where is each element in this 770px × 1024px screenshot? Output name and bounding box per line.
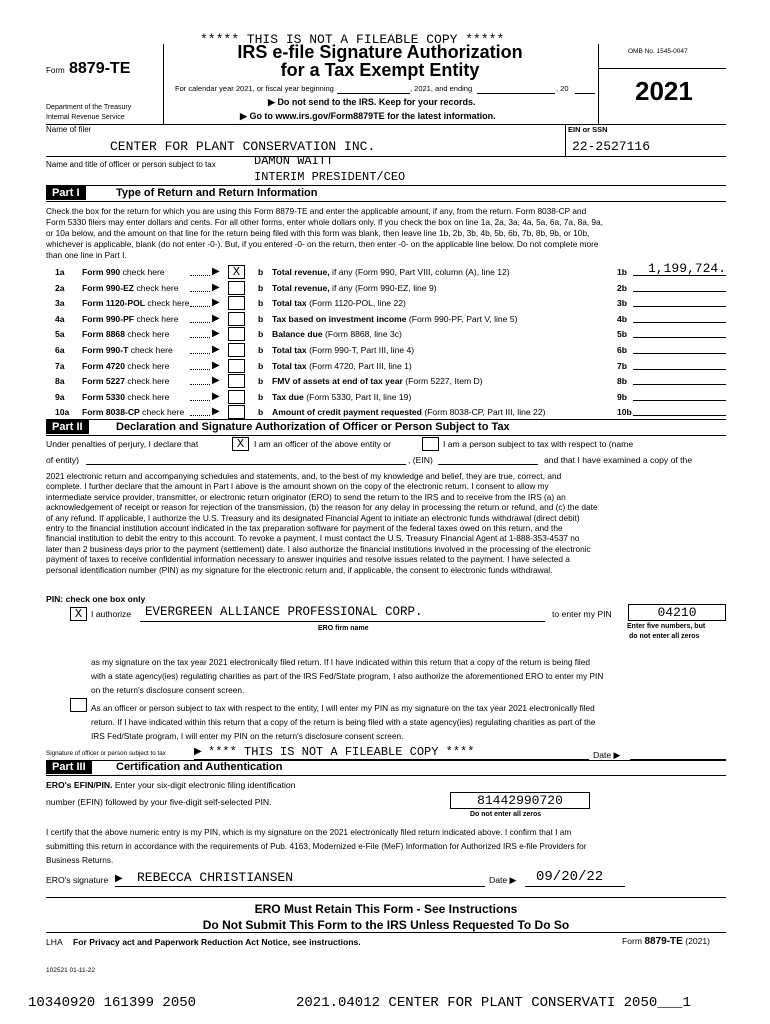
form-name: Form 1120-POL (82, 298, 146, 309)
form-check-label (82, 267, 165, 277)
declaration-line: complete. I further declare that the amount in Part I above is the amount shown on the copy of the electronic return. I consent to allow my (46, 481, 549, 492)
retain-notice: ERO Must Retain This Form - See Instructions (254, 902, 518, 916)
amount-field[interactable] (633, 388, 726, 401)
officer-checkbox[interactable]: X (232, 437, 249, 451)
amount-field[interactable] (633, 357, 726, 370)
penalty-pre: Under penalties of perjury, I declare that (46, 439, 199, 449)
form-checkbox[interactable] (228, 296, 245, 310)
to-enter-pin-text: to enter my PIN (552, 609, 612, 619)
line-b-number: 5b (617, 329, 628, 340)
declaration-line: financial institution to debit the entry to this account. To revoke a payment, I must contact the U.S. Treasury Financial Agent at 1-888-353-4537 no (46, 533, 580, 544)
pin-heading: PIN: check one box only (46, 594, 146, 604)
part3-title: Certification and Authentication (116, 761, 283, 773)
fiscal-end-year-field[interactable] (575, 93, 595, 94)
line-b-letter: b (258, 345, 264, 355)
line-b-number: 1b (617, 267, 628, 277)
description-bold: Total revenue, (272, 282, 330, 293)
form-word: Form (46, 66, 65, 75)
declaration-line: 2021 electronic return and accompanying schedules and statements, and, to the best of my knowledge and belief, they are true, correct, and (46, 471, 562, 481)
description-bold: Total tax (272, 298, 307, 309)
line-b-letter: b (258, 298, 264, 309)
pin-note2: do not enter all zeros (629, 633, 700, 640)
amount-field[interactable]: 1,199,724. (633, 263, 726, 276)
triangle-right-icon: ▶ (115, 873, 123, 884)
form-name: Form 990-T (82, 345, 129, 355)
description-bold: Tax due (272, 391, 304, 402)
description-bold: Balance due (272, 329, 323, 340)
declaration-line: entry to the financial institution account indicated in the tax preparation software for payment of the federal taxes owed on this return, and the (46, 523, 563, 533)
certification-line: submitting this return in accordance with the requirements of Pub. 4163, Modernized e-File (MeF) Information for Authorized IRS e-file Providers for (46, 841, 587, 851)
part3-label: Part III (46, 760, 92, 774)
leader-dots (190, 384, 210, 385)
triangle-right-icon: ▶ (212, 266, 220, 277)
line-b-description (272, 407, 545, 417)
goto-notice (240, 111, 496, 122)
leader-dots (190, 306, 210, 307)
triangle-right-icon: ▶ (212, 312, 220, 324)
officer-pin-field[interactable]: 04210 (628, 604, 726, 621)
form-check-label (82, 314, 179, 324)
description-text: (Form 990-PF, Part V, line 5) (406, 313, 518, 324)
form-checkbox[interactable] (228, 312, 245, 326)
triangle-right-icon: ▶ (240, 111, 247, 121)
form-title-line2: for a Tax Exempt Entity (280, 60, 480, 80)
amount-field[interactable] (633, 325, 726, 338)
line-number: 3a (55, 298, 65, 309)
efin-line2: number (EFIN) followed by your five-digit self-selected PIN. (46, 797, 272, 807)
check-here-text: check here (125, 391, 170, 402)
ero-auth-line: on the return's disclosure consent screen. (91, 685, 245, 695)
leader-dots (190, 415, 210, 416)
amount-field[interactable] (633, 294, 726, 307)
declaration-line: intermediate service provider, transmitter, or electronic return originator (ERO) to send the return to the IRS and to receive from the IRS (a) an (46, 491, 566, 502)
line-b-letter: b (258, 267, 264, 277)
officer-signature[interactable]: **** THIS IS NOT A FILEABLE COPY **** (208, 745, 475, 759)
batch-right: 2021.04012 CENTER FOR PLANT CONSERVATI 2050___1 (296, 995, 691, 1011)
form-name: Form 4720 (82, 360, 125, 371)
ero-firm-name[interactable]: EVERGREEN ALLIANCE PROFESSIONAL CORP. (145, 605, 423, 619)
check-here-text: check here (145, 298, 190, 309)
leader-dots (190, 337, 210, 338)
certification-line: I certify that the above numeric entry is my PIN, which is my signature on the 2021 electronically filed return indicated above. I confirm that I am (46, 827, 572, 837)
form-code: 102521 01-11-22 (46, 967, 96, 974)
description-bold: Total tax (272, 345, 307, 355)
form-checkbox[interactable] (228, 343, 245, 357)
line-number: 10a (55, 407, 70, 418)
dept-treasury: Department of the Treasury (46, 104, 132, 111)
ero-date[interactable]: 09/20/22 (536, 869, 604, 885)
part1-label: Part I (46, 186, 86, 200)
line-b-description (272, 314, 517, 324)
description-text: (Form 5330, Part II, line 19) (303, 391, 412, 402)
form-check-label (82, 345, 173, 355)
form-name: Form 5330 (82, 391, 125, 402)
form-check-label (82, 407, 184, 417)
description-bold: Amount of credit payment requested (272, 407, 422, 418)
check-here-text: check here (134, 313, 179, 324)
line-b-description (272, 298, 406, 308)
check-here-text: check here (125, 329, 170, 340)
check-here-text: check here (125, 360, 170, 371)
ero-firm-label: ERO firm name (318, 625, 369, 632)
officer-pin-line: IRS Fed/State program, I will enter my PIN on the return's disclosure consent screen. (91, 731, 404, 741)
line-b-number: 9b (617, 391, 628, 402)
part1-intro-l2: Form 5330 filers may enter dollars and cents. For all other forms, enter whole dollars only. If you check the box on line 1a, 2a, 3a, 4a, 5a, 6a, 7a, 8a, 9a, (46, 217, 603, 227)
declaration-line: later than 2 business days prior to the payment (settlement) date. I also authorize the financial institutions involved in the processing of the electronic (46, 543, 591, 554)
description-bold: Tax based on investment income (272, 313, 407, 324)
check-here-text: check here (125, 376, 170, 387)
amount-field[interactable] (633, 341, 726, 354)
line-b-number: 4b (617, 313, 628, 324)
form-name: Form 5227 (82, 376, 125, 387)
part1-intro-l5: than one line in Part I. (46, 250, 127, 260)
description-text: (Form 8868, line 3c) (322, 329, 402, 340)
batch-left: 10340920 161399 2050 (28, 995, 197, 1011)
of-entity-text: of entity) (46, 455, 79, 465)
line-b-letter: b (258, 376, 264, 387)
form-check-label (82, 361, 169, 371)
officer-pin-line: return. If I have indicated within this return that a copy of the return is being filed with a state agency(ies) regulating charities as part of the (91, 717, 596, 727)
line-b-letter: b (258, 407, 264, 418)
description-text: (Form 8038-CP, Part III, line 22) (421, 407, 546, 418)
form-checkbox[interactable]: X (228, 265, 245, 279)
description-text: (Form 990-T, Part III, line 4) (306, 345, 415, 355)
form-name: Form 8868 (82, 329, 125, 340)
form-check-label (82, 392, 169, 402)
amount-field[interactable] (633, 310, 726, 323)
check-here-text: check here (139, 407, 185, 418)
line-number: 6a (55, 345, 65, 355)
filer-name-label: Name of filer (46, 125, 92, 134)
form-name: Form 990-EZ (82, 282, 135, 293)
officer-name[interactable]: DAMON WAITT (254, 154, 334, 168)
triangle-right-icon: ▶ (212, 281, 220, 293)
line-number: 8a (55, 376, 65, 387)
line-number: 2a (55, 282, 65, 293)
leader-dots (190, 322, 210, 323)
line-number: 7a (55, 360, 65, 371)
triangle-right-icon: ▶ (212, 297, 220, 309)
calendar-mid-text: , 2021, and ending (410, 84, 473, 93)
line-b-number: 6b (617, 345, 628, 355)
form-checkbox[interactable] (228, 405, 245, 419)
description-text: (Form 5227, Item D) (402, 376, 483, 387)
person-checkbox-text: I am a person subject to tax with respect to (name (443, 439, 634, 449)
line-b-description (272, 376, 483, 386)
part1-title: Type of Return and Return Information (116, 187, 318, 199)
do-not-send-text: Do not send to the IRS. Keep for your records. (277, 97, 476, 107)
fiscal-end-field[interactable] (477, 93, 555, 94)
description-bold: Total revenue, (272, 267, 330, 277)
certification-line: Business Returns. (46, 855, 114, 865)
line-b-number: 7b (617, 360, 628, 371)
ein-paren-text: , (EIN) (408, 455, 433, 465)
leader-dots (190, 275, 210, 276)
entity-ein-field[interactable] (438, 464, 538, 465)
line-b-description (272, 267, 510, 277)
form-checkbox[interactable] (228, 281, 245, 295)
signature-label: Signature of officer or person subject to tax (46, 750, 166, 757)
line-number: 1a (55, 267, 65, 277)
calendar-year-text: For calendar year 2021, or fiscal year beginning (175, 84, 334, 93)
ero-signature-label: ERO's signature (46, 875, 109, 885)
line-b-number: 3b (617, 298, 628, 309)
line-b-letter: b (258, 391, 264, 402)
leader-dots (190, 291, 210, 292)
part1-intro-l1: Check the box for the return for which you are using this Form 8879-TE and enter the applicable amount, if any, from the return. Form 8038-CP and (46, 206, 587, 216)
triangle-right-icon: ▶ (212, 375, 220, 387)
officer-title[interactable]: INTERIM PRESIDENT/CEO (254, 170, 406, 184)
part2-label: Part II (46, 420, 89, 434)
triangle-right-icon: ▶ (268, 97, 275, 107)
line-number: 9a (55, 391, 65, 402)
filer-ein[interactable]: 22-2527116 (572, 139, 651, 154)
efin-line1: ERO's EFIN/PIN. Enter your six-digit electronic filing identification (46, 780, 296, 790)
triangle-right-icon: ▶ (212, 390, 220, 402)
date-label: Date ▶ (593, 750, 621, 760)
description-bold: Total tax (272, 360, 307, 371)
line-b-letter: b (258, 329, 264, 340)
check-here-text: check here (120, 267, 165, 277)
line-b-letter: b (258, 313, 264, 324)
ero-auth-line: with a state agency(ies) regulating charities as part of the IRS Fed/State program, I also authorize the aforementioned ERO to enter my PIN (91, 671, 604, 681)
form-reference: Form 8879-TE (2021) (622, 936, 711, 947)
amount-field[interactable] (633, 279, 726, 292)
ero-signature[interactable]: REBECCA CHRISTIANSEN (137, 870, 294, 885)
line-b-description (272, 329, 402, 339)
line-b-description (272, 283, 437, 293)
leader-dots (190, 369, 210, 370)
authorize-text: I authorize (91, 609, 132, 619)
description-text: (Form 1120-POL, line 22) (306, 298, 406, 309)
lha-label: LHA (46, 937, 63, 947)
line-b-number: 8b (617, 376, 628, 387)
do-not-send-notice (268, 97, 475, 108)
part2-title: Declaration and Signature Authorization of Officer or Person Subject to Tax (116, 421, 510, 433)
form-name: Form 990-PF (82, 313, 135, 324)
goto-url-text[interactable]: Go to www.irs.gov/Form8879TE for the latest information. (249, 111, 496, 121)
triangle-right-icon: ▶ (212, 344, 220, 355)
check-here-text: check here (128, 345, 173, 355)
omb-number: OMB No. 1545-0047 (628, 48, 688, 55)
part1-intro-l4: whichever is applicable, blank (do not enter -0-). But, if you entered -0- on the return, then enter -0- on the applicable line below. Do not complete more (46, 239, 599, 249)
form-checkbox[interactable] (228, 374, 245, 388)
check-here-text: check here (134, 282, 179, 293)
ero-auth-line: as my signature on the tax year 2021 electronically filed return. If I have indicated within this return that a copy of the return is being filed (91, 657, 591, 667)
pin-note1: Enter five numbers, but (627, 623, 706, 630)
form-checkbox[interactable] (228, 327, 245, 341)
privacy-notice: For Privacy act and Paperwork Reduction Act Notice, see instructions. (73, 937, 361, 947)
description-text: if any (Form 990-EZ, line 9) (329, 282, 437, 293)
person-checkbox[interactable] (422, 437, 439, 451)
form-name: Form 990 (82, 267, 121, 277)
officer-checkbox-text: I am an officer of the above entity or (254, 439, 391, 449)
entity-name-field[interactable] (86, 464, 406, 465)
officer-pin-line: As an officer or person subject to tax with respect to the entity, I will enter my PIN as my signature on the tax year 2021 electronically filed (91, 703, 595, 713)
triangle-right-icon: ▶ (194, 746, 202, 757)
amount-field[interactable] (633, 372, 726, 385)
line-b-letter: b (258, 360, 264, 371)
calendar-end-text: , 20 (556, 84, 569, 93)
amount-field[interactable] (633, 403, 726, 416)
triangle-right-icon: ▶ (212, 328, 220, 340)
ero-efin-pin-field[interactable]: 81442990720 (450, 792, 590, 809)
line-b-description (272, 361, 412, 371)
line-b-description (272, 392, 411, 402)
description-bold: FMV of assets at end of tax year (272, 376, 403, 387)
line-b-letter: b (258, 282, 264, 293)
line-b-number: 2b (617, 282, 628, 293)
triangle-right-icon: ▶ (212, 406, 220, 418)
form-check-label (82, 298, 189, 308)
non-fileable-banner: ***** THIS IS NOT A FILEABLE COPY ***** (200, 32, 505, 47)
description-text: (Form 4720, Part III, line 1) (306, 360, 412, 371)
leader-dots (190, 353, 210, 354)
form-title-line1: IRS e-file Signature Authorization (237, 42, 523, 62)
irs-label: Internal Revenue Service (46, 114, 125, 121)
description-text: if any (Form 990, Part VIII, column (A), line 12) (329, 267, 510, 277)
part1-intro-l3: or 10a below, and the amount on that line for the return being filed with this form was blank, then leave line 1b, 2b, 3b, 4b, 5b, 6b, 7b, 8b, 9b, or 10b, (46, 228, 590, 238)
officer-self-pin-checkbox[interactable] (70, 698, 87, 712)
line-b-description (272, 345, 414, 355)
declaration-line: of any refund. If applicable, I authorize the U.S. Treasury and its designated Financial Agent to initiate an electronic funds withdrawal (direct debit) (46, 512, 580, 523)
form-checkbox[interactable] (228, 359, 245, 373)
ein-label: EIN or SSN (568, 125, 608, 134)
declaration-line: personal identification number (PIN) as my signature for the electronic return and, if applicable, the consent to electronic funds withdrawal. (46, 564, 553, 575)
triangle-right-icon: ▶ (212, 359, 220, 371)
declaration-line: acknowledgement of receipt or reason for rejection of the transmission, (b) the reason for any delay in processing the return or refund, and (c) the date (46, 502, 598, 513)
fiscal-begin-field[interactable] (337, 93, 410, 94)
do-not-submit-notice: Do Not Submit This Form to the IRS Unless Requested To Do So (202, 918, 570, 932)
form-number: 8879-TE (69, 60, 131, 77)
officer-label: Name and title of officer or person subject to tax (46, 160, 216, 169)
form-check-label (82, 376, 169, 386)
form-check-label (82, 329, 169, 339)
leader-dots (190, 400, 210, 401)
line-number: 4a (55, 313, 65, 324)
declaration-line: payment of taxes to receive confidential information necessary to answer inquiries and resolve issues related to the payment. I have selected a (46, 554, 570, 565)
form-checkbox[interactable] (228, 390, 245, 404)
line-number: 5a (55, 329, 65, 340)
tax-year: 2021 (635, 76, 693, 106)
filer-name[interactable]: CENTER FOR PLANT CONSERVATION INC. (110, 139, 376, 154)
ero-date-label: Date ▶ (489, 875, 517, 885)
efin-note: Do not enter all zeros (470, 811, 542, 818)
examined-text: and that I have examined a copy of the (544, 455, 693, 465)
line-b-number: 10b (617, 407, 632, 418)
form-check-label (82, 283, 179, 293)
form-name: Form 8038-CP (82, 407, 140, 418)
ero-authorize-checkbox[interactable]: X (70, 607, 87, 621)
